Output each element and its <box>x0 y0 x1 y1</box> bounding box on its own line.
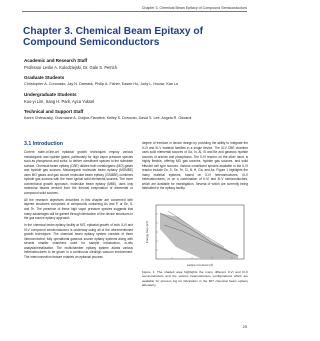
chapter-title: Chapter 3. Chemical Beam Epitaxy of Compound Semiconductors <box>23 26 204 48</box>
staff-names-undergraduate: Kuo-yi Lim, Sang H. Park, Ayca Yuksel <box>24 99 95 104</box>
figure-x-axis-label: Lattice Constant (Å) <box>186 263 214 267</box>
bandgap-figure <box>142 201 248 269</box>
staff-names-technical: Karen Chenausky, Charmaine A. Cudjoe-Flanders, Kelley S. Donovan, David S. Lee, Angela R. Odoardi <box>24 116 192 120</box>
staff-heading-graduate: Graduate Students <box>24 75 65 80</box>
paragraph: degree of freedom in device design by providing the ability to integrate the II-VI and III-V material families in a single device. The III-V CBE chamber uses solid elemental sources of Ga, In, Al, Si and Be and gaseous hydride sources of arsenic and phosphorus. The II-VI reactor, on the other hand, is highly flexible, offering MO gas sources, hydride gas sources, and solid effusion cell type sources. Various constituent species available in the II-VI reactor include Zn, S, Se, Te, Cl, N, H, Ga, and As. Figure 1 highlights the many material systems, based on II-VI heterostructures, III-V heterostructures, or on a combination of II-VI and III-V semiconductors, which are available for investigation. Several of which are currently being fabricated in the epitaxy facility. <box>142 141 248 191</box>
left-column <box>24 150 133 262</box>
staff-names-graduate: Christopher A. Coronado, Jay N. Damask, Philip A. Fisher, Easen Ho, Jody L. House, Kan Lu <box>24 82 179 86</box>
figure-y-axis-label: Energy Gap (eV) <box>145 220 149 244</box>
paragraph: Current state-of-the-art epitaxial growth techniques employ various metalorganic and hydride gases, particularly for high vapor pressure species such as phosphorus and sulfur, to deliver constituent species to the substrate surface. Chemical beam epitaxy (CBE) utilizes both metalorganic (MO) gases and hydride gas sources. Metalorganic molecular beam epitaxy (MOMBE) uses MO gases and gas source molecular beam epitaxy (GSMBE) combines hydride gas sources with the more typical solid elemental sources. The more conventional growth approach, molecular beam epitaxy (MBE), uses only molecular beams derived from the thermal evaporation of elemental or compound solid sources. <box>24 150 133 195</box>
paragraph: In the chemical beam epitaxy facility at MIT, epitaxial growth of both II-VI and III-V compound semiconductors is underway using all of the aforementioned growth techniques. The chemical beam epitaxy system consists of three interconnected, fully operational gaseous source epitaxy systems along with several smaller chambers used for sample introduction, in-situ analysis/metalization. The multichamber epitaxy system allows various heterostructures to be grown in a continuous ultrahigh vacuum environment. The interconnection feature enables an epitaxial process <box>24 222 133 259</box>
right-column <box>142 141 248 193</box>
header-rule <box>22 11 247 12</box>
staff-heading-academic: Academic and Research Staff <box>24 58 88 63</box>
staff-heading-technical: Technical and Support Staff <box>24 109 84 114</box>
staff-heading-undergraduate: Undergraduate Students <box>24 92 77 97</box>
page-number: 25 <box>242 325 247 329</box>
running-head: Chapter 3. Chemical Beam Epitaxy of Compound Semiconductors <box>141 6 247 10</box>
paragraph: All the research objectives described in this chapter are concerned with layered structures composed of compounds containing As and P, or Se, S, and Te. The presence of these high vapor pressure species suggests that many advantages will be gained through fabrication of the device structures in the gas source epitaxy approach. <box>24 197 133 221</box>
section-heading: 3.1 Introduction <box>24 141 63 147</box>
staff-names-academic: Professor Leslie A. Kolodziejski, Dr. Gale S. Petrich <box>24 65 118 70</box>
figure-caption: Figure 1. The shaded area highlights the many different II-VI and III-V semiconductors and the various heterostructure configurations which are available for process ing for fabrication in the MIT chemical beam epitaxy laboratory. <box>142 270 248 287</box>
